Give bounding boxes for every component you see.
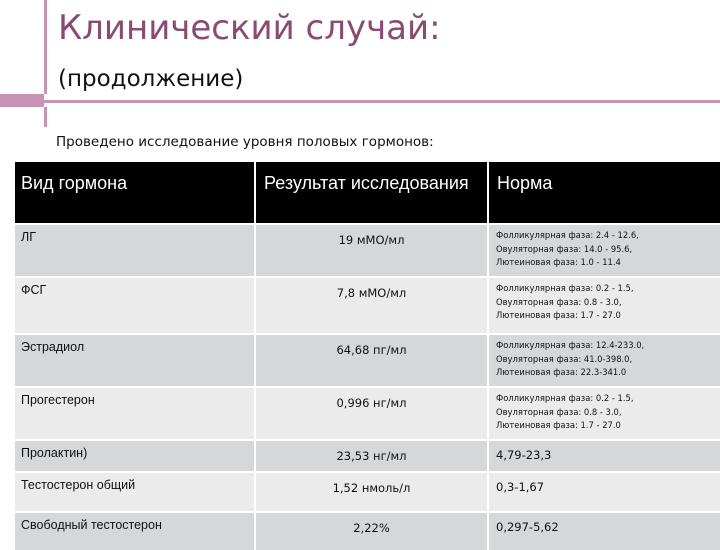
hormone-norm: 4,79-23,3 [488, 440, 720, 472]
norm-line: Овуляторная фаза: 0.8 - 3.0, [496, 296, 622, 307]
hormone-result: 0,996 нг/мл [255, 387, 488, 440]
table-header-row [15, 162, 720, 224]
norm-line: Фолликулярная фаза: 0.2 - 1.5, [496, 283, 634, 293]
hormone-norm: 0,3-1,67 [488, 472, 720, 512]
hormone-norm: 0,297-5,62 [488, 512, 720, 550]
table-row [15, 440, 720, 472]
header-hormone-type: Вид гормона [15, 162, 255, 224]
norm-line: Фолликулярная фаза: 2.4 - 12.6, [496, 230, 639, 240]
norm-line: Овуляторная фаза: 14.0 - 95.6, [496, 243, 633, 254]
table-row [15, 512, 720, 550]
intro-text: Проведено исследование уровня половых гормонов: [56, 134, 434, 150]
hormone-norm [488, 334, 720, 387]
slide-subtitle: (продолжение) [58, 66, 244, 92]
norm-line: Лютеиновая фаза: 1.7 - 27.0 [496, 310, 621, 320]
hormone-name: Свободный тестостерон [15, 512, 255, 550]
decorative-vertical-bar-bottom [44, 107, 47, 127]
table-row [15, 334, 720, 387]
hormone-table [15, 162, 720, 550]
table-row [15, 387, 720, 440]
hormone-name: ЛГ [15, 224, 255, 277]
hormone-result: 1,52 нмоль/л [255, 472, 488, 512]
hormone-name: Тестостерон общий [15, 472, 255, 512]
norm-line: Овуляторная фаза: 41.0-398.0, [496, 353, 633, 364]
norm-line: Овуляторная фаза: 0.8 - 3.0, [496, 406, 622, 417]
hormone-name: ФСГ [15, 277, 255, 334]
header-norm: Норма [488, 162, 720, 224]
hormone-result: 19 мМО/мл [255, 224, 488, 277]
table-row [15, 277, 720, 334]
norm-line: Фолликулярная фаза: 0.2 - 1.5, [496, 393, 634, 403]
norm-line: Фолликулярная фаза: 12.4-233.0, [496, 340, 645, 350]
hormone-name: Пролактин) [15, 440, 255, 472]
hormone-norm [488, 387, 720, 440]
decorative-vertical-bar-top [44, 0, 47, 94]
hormone-norm [488, 224, 720, 277]
norm-line: Лютеиновая фаза: 22.3-341.0 [496, 367, 627, 377]
hormone-result: 2,22% [255, 512, 488, 550]
hormone-result: 64,68 пг/мл [255, 334, 488, 387]
decorative-square [0, 94, 44, 107]
header-result: Результат исследования [255, 162, 488, 224]
hormone-result: 7,8 мМО/мл [255, 277, 488, 334]
decorative-horizontal-line [0, 100, 720, 103]
hormone-name: Эстрадиол [15, 334, 255, 387]
norm-line: Лютеиновая фаза: 1.0 - 11.4 [496, 257, 621, 267]
hormone-norm [488, 277, 720, 334]
table-row [15, 472, 720, 512]
slide-title: Клинический случай: [58, 8, 441, 48]
hormone-name: Прогестерон [15, 387, 255, 440]
hormone-result: 23,53 нг/мл [255, 440, 488, 472]
norm-line: Лютеиновая фаза: 1.7 - 27.0 [496, 420, 621, 430]
table-row [15, 224, 720, 277]
